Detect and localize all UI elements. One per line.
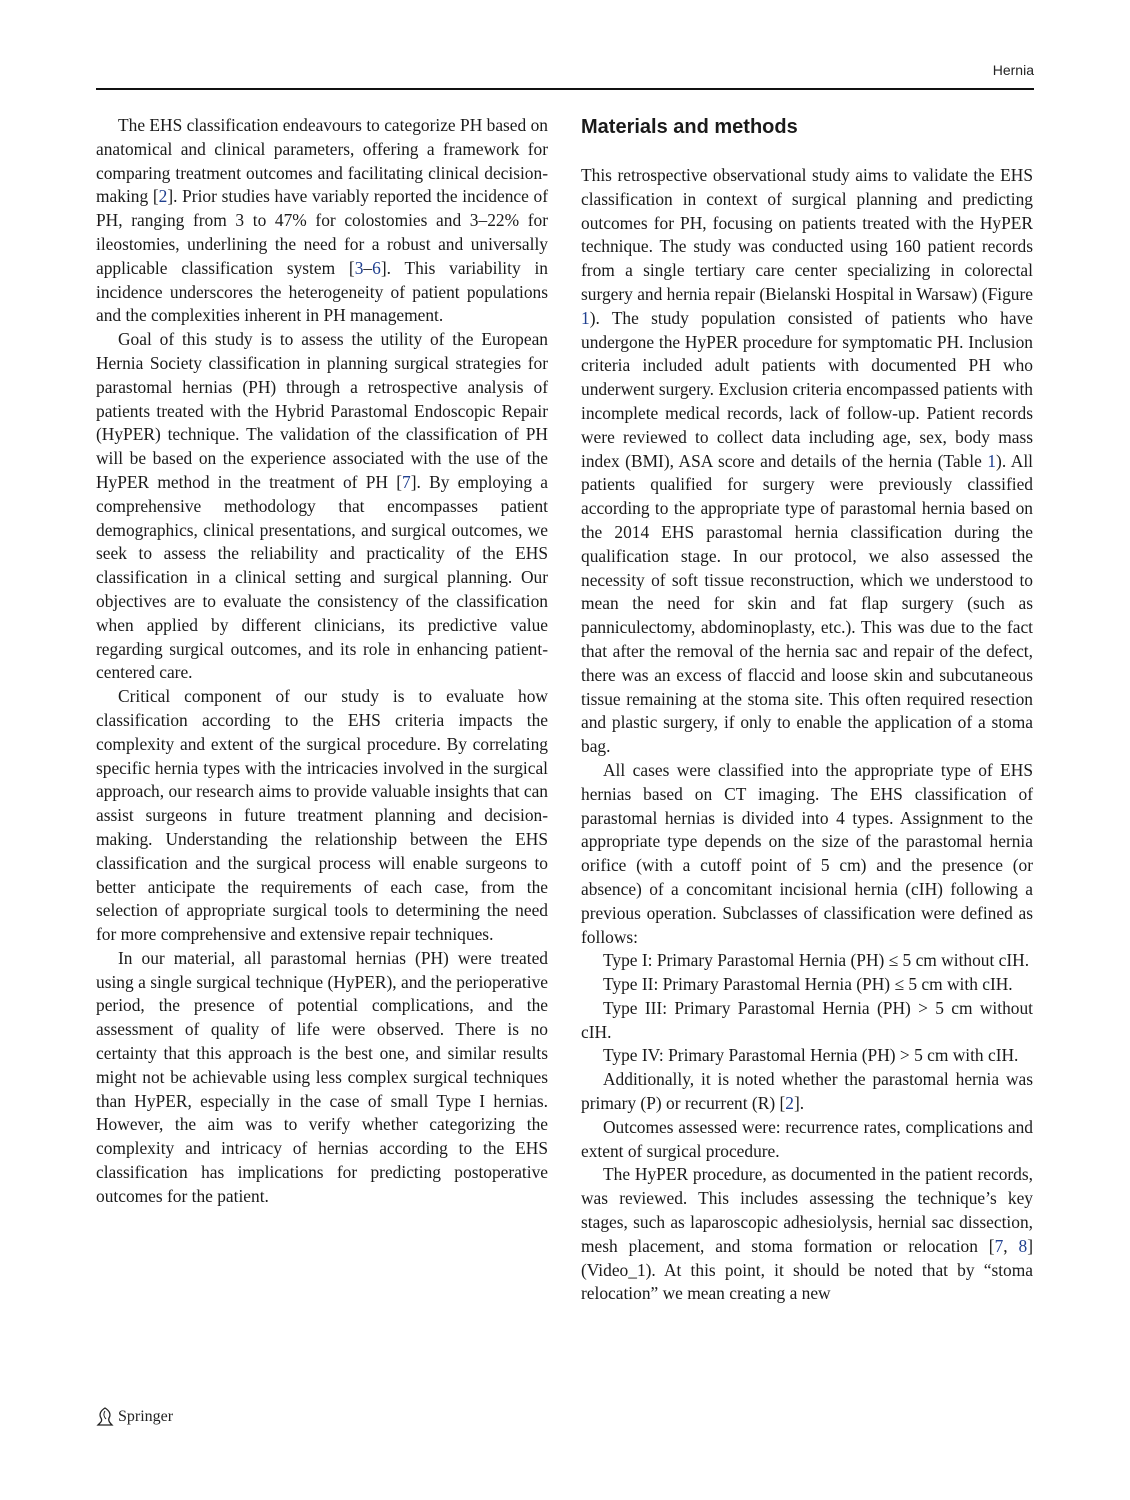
figure-link[interactable]: 1 bbox=[581, 307, 590, 328]
publisher-name: Springer bbox=[118, 1408, 174, 1425]
citation-link[interactable]: 7 bbox=[402, 471, 411, 492]
paragraph: The HyPER procedure, as documented in the patient records, was reviewed. This includes assessing the technique’s key stages, such as laparoscopic adhesiolysis, hernial sac dissection, mesh placement, and stoma formation or relocation [7, 8] (Video_1). At this point, it should be noted that by “stoma relocation” we mean creating a new bbox=[581, 1164, 1033, 1304]
section-heading: Materials and methods bbox=[581, 116, 798, 138]
paragraph: In our material, all parastomal hernias (PH) were treated using a single surgical technique (HyPER), and the perioperative period, the presence of potential complications, and the assessment of quality of life were observed. There is no certainty that this approach is the best one, and similar results might not be achievable using less complex surgical techniques than HyPER, especially in the case of small Type I hernias. However, the aim was to verify whether categorizing the complexity and intricacy of hernias according to the EHS classification has implications for predicting postoperative outcomes for the patient. bbox=[96, 947, 548, 1206]
paragraph: This retrospective observational study aims to validate the EHS classification in context of surgical planning and predicting outcomes for PH, focusing on patients treated with the HyPER technique. The study was conducted using 160 patient records from a single tertiary care center specializing in colorectal surgery and hernia repair (Bielanski Hospital in Warsaw) (Figure 1). The study population consisted of patients who have undergone the HyPER procedure for symptomatic PH. Inclusion criteria included adult patients with documented PH who underwent surgery. Exclusion criteria encompassed patients with incomplete medical records, lack of follow-up. Patient records were reviewed to collect data including age, sex, body mass index (BMI), ASA score and details of the hernia (Table 1). All patients qualified for surgery were previously classified according to the appropriate type of parastomal hernia based on the 2014 EHS parastomal hernia classification during the qualification stage. In our protocol, we also assessed the necessity of soft tissue reconstruction, which we understood to mean the need for skin and fat flap surgery (such as panniculectomy, abdominoplasty, etc.). This was due to the fact that after the removal of the hernia sac and repair of the defect, there was an excess of flaccid and loose skin and subcutaneous tissue remaining at the stoma site. This often required resection and plastic surgery, if only to enable the application of a stoma bag. bbox=[581, 165, 1033, 757]
paragraph: Goal of this study is to assess the utility of the European Hernia Society classification in planning surgical strategies for parastomal hernias (PH) through a retrospective analysis of patients treated with the Hybrid Parastomal Endoscopic Repair (HyPER) technique. The validation of the classification of PH will be based on the experience associated with the use of the HyPER method in the treatment of PH [7]. By employing a comprehensive methodology that encompasses patient demographics, clinical presentations, and surgical outcomes, we seek to assess the reliability and practicality of the EHS classification in a clinical setting and surgical planning. Our objectives are to evaluate the consistency of the classification when applied by different clinicians, its predictive value regarding surgical outcomes, and its role in enhancing patient-centered care. bbox=[96, 329, 548, 683]
type-definition: Type II: Primary Parastomal Hernia (PH) ≤ 5 cm with cIH. bbox=[603, 974, 1013, 995]
type-definition: Type IV: Primary Parastomal Hernia (PH) > 5 cm with cIH. bbox=[603, 1045, 1019, 1066]
paragraph: Additionally, it is noted whether the parastomal hernia was primary (P) or recurrent (R) [2]. bbox=[581, 1069, 1033, 1114]
journal-name: Hernia bbox=[992, 62, 1034, 78]
springer-logo-icon bbox=[96, 1407, 114, 1427]
citation-link[interactable]: 2 bbox=[785, 1093, 794, 1114]
running-header bbox=[96, 60, 1034, 90]
paragraph: Outcomes assessed were: recurrence rates, complications and extent of surgical procedure. bbox=[581, 1116, 1033, 1161]
citation-link[interactable]: 2 bbox=[158, 186, 168, 207]
paragraph: Critical component of our study is to evaluate how classification according to the EHS criteria impacts the complexity and extent of the surgical procedure. By correlating specific hernia types with the intricacies involved in the surgical approach, our research aims to provide valuable insights that can assist surgeons in future treatment planning and decision-making. Understanding the relationship between the EHS classification and the surgical process will enable surgeons to better anticipate the requirements of each case, from the selection of appropriate surgical tools to determining the need for more comprehensive and extensive repair techniques. bbox=[96, 686, 548, 945]
citation-link[interactable]: 3 bbox=[354, 257, 364, 278]
citation-link[interactable]: 6 bbox=[372, 257, 381, 278]
page-footer bbox=[96, 1406, 173, 1428]
left-column bbox=[96, 114, 548, 1209]
citation-link[interactable]: 8 bbox=[1018, 1235, 1028, 1256]
paragraph: The EHS classification endeavours to categorize PH based on anatomical and clinical parameters, offering a framework for comparing treatment outcomes and facilitating clinical decision-making [2]. Prior studies have variably reported the incidence of PH, ranging from 3 to 47% for colostomies and 3–22% for ileostomies, underlining the need for a robust and universally applicable classification system [3–6]. This variability in incidence underscores the heterogeneity of patient populations and the complexities inherent in PH management. bbox=[96, 115, 548, 326]
right-column bbox=[581, 114, 1033, 1306]
type-definition: Type III: Primary Parastomal Hernia (PH) > 5 cm without cIH. bbox=[581, 997, 1033, 1042]
type-definition: Type I: Primary Parastomal Hernia (PH) ≤ 5 cm without cIH. bbox=[603, 950, 1030, 971]
paragraph: All cases were classified into the appropriate type of EHS hernias based on CT imaging. The EHS classification of parastomal hernias is divided into 4 types. Assignment to the appropriate type depends on the size of the parastomal hernia orifice (with a cutoff point of 5 cm) and the presence (or absence) of a concomitant incisional hernia (cIH) following a previous operation. Subclasses of classification were defined as follows: bbox=[581, 759, 1033, 947]
table-link[interactable]: 1 bbox=[987, 450, 997, 471]
citation-link[interactable]: 7 bbox=[994, 1235, 1004, 1256]
